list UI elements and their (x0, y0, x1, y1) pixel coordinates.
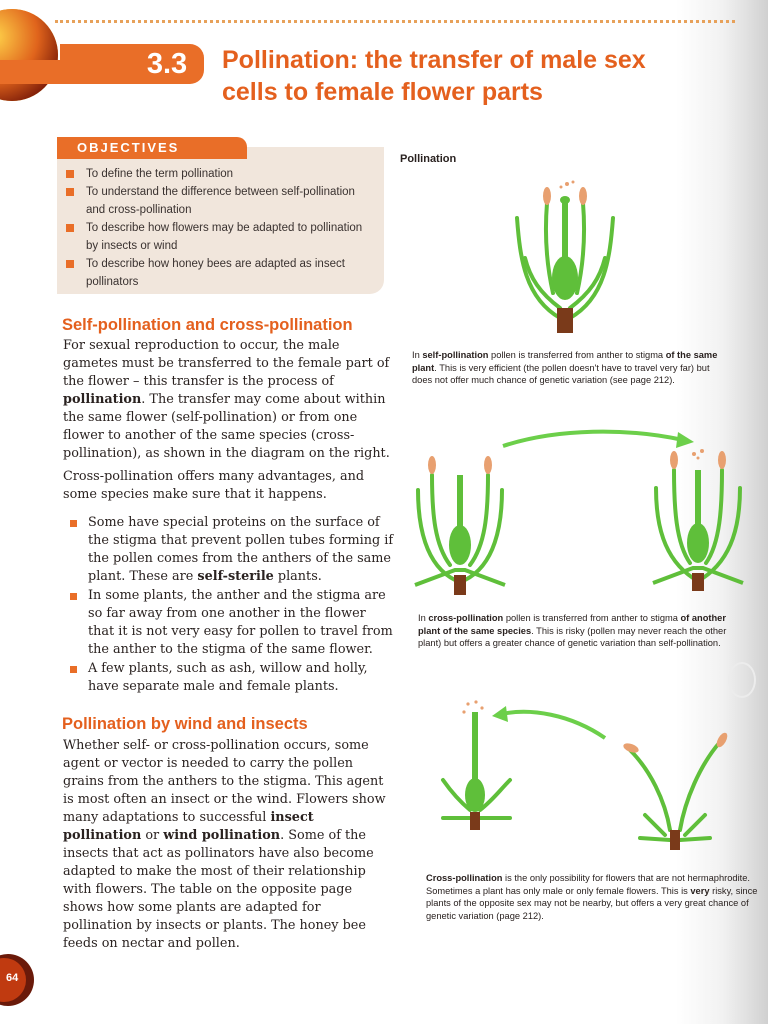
list-item: A few plants, such as ash, willow and holly, have separate male and female plants. (70, 660, 395, 696)
list-item: To describe how honey bees are adapted as insect pollinators (66, 255, 376, 291)
page-number: 64 (6, 972, 19, 984)
objectives-heading: OBJECTIVES (57, 137, 247, 159)
self-pollination-flower-diagram (505, 178, 625, 333)
section-heading: Pollination by wind and insects (62, 715, 308, 733)
male-flower-diagram (625, 730, 745, 850)
bullet-list (70, 514, 395, 697)
pollen-receiver-flower-diagram (648, 448, 748, 588)
list-item: In some plants, the anther and the stigma are so far away from one another in the flower that it is not very easy for pollen to travel from the anther to the stigma of the same flower. (70, 587, 395, 659)
dotted-rule (55, 20, 735, 23)
figure-title: Pollination (400, 153, 457, 165)
section-number: 3.3 (130, 44, 204, 84)
list-item: To define the term pollination (66, 165, 376, 183)
transfer-arrow-icon (490, 704, 610, 744)
figure-caption: Cross-pollination is the only possibility for flowers that are not hermaphrodite. Sometimes a plant has only male or only female flowers. This is very risky, since plants of the opposite sex may not be nearby, but offers a very great chance of genetic variation (page 212). (426, 873, 758, 921)
list-item: To describe how flowers may be adapted to pollination by insects or wind (66, 219, 376, 255)
list-item: Some have special proteins on the surface of the stigma that prevent pollen tubes forming if the pollen comes from the anthers of the same plant. These are self-sterile plants. (70, 514, 395, 586)
pollen-donor-flower-diagram (410, 455, 510, 595)
figure-caption: In self-pollination pollen is transferred from anther to stigma of the same plant. This is very efficient (the pollen doesn't have to travel very far) but does not offer much chance of genetic variation (see page 212). (412, 350, 718, 385)
body-paragraph: Whether self- or cross-pollination occurs, some agent or vector is needed to carry the pollen grains from the anthers to the stigma. This agent is most often an insect or the wind. Flowers show many adaptations to successful insect pollination or wind pollination. Some of the insects that act as pollinators have also become adapted to make the most of their relationship with flowers. The table on the opposite page shows how some plants are adapted for pollination by insects or plants. The honey bee feeds on nectar and pollen. (63, 738, 386, 951)
list-item: To understand the difference between self-pollination and cross-pollination (66, 183, 376, 219)
title-line-2: cells to female flower parts (222, 78, 543, 106)
figure-caption: In cross-pollination pollen is transferred from anther to stigma of another plant of the same species. This is risky (pollen may never reach the other plant) but offers a greater chance of genetic variation than self-pollination. (418, 613, 727, 648)
sun-logo-icon (0, 0, 60, 100)
page-title (222, 44, 722, 108)
title-line-1: Pollination: the transfer of male sex (222, 46, 646, 74)
body-paragraph: For sexual reproduction to occur, the male gametes must be transferred to the female part of the flower – this transfer is the process of pollination. The transfer may come about within the same flower (self-pollination) or from one flower to another of the same species (cross-pollination), as shown in the diagram on the right. Cross-pollination offers many advantages, and some species make sure that it happens. (63, 338, 390, 502)
page-mark (728, 662, 756, 698)
objectives-list (66, 165, 376, 291)
page-number-badge (0, 960, 38, 1000)
section-heading: Self-pollination and cross-pollination (62, 316, 353, 334)
